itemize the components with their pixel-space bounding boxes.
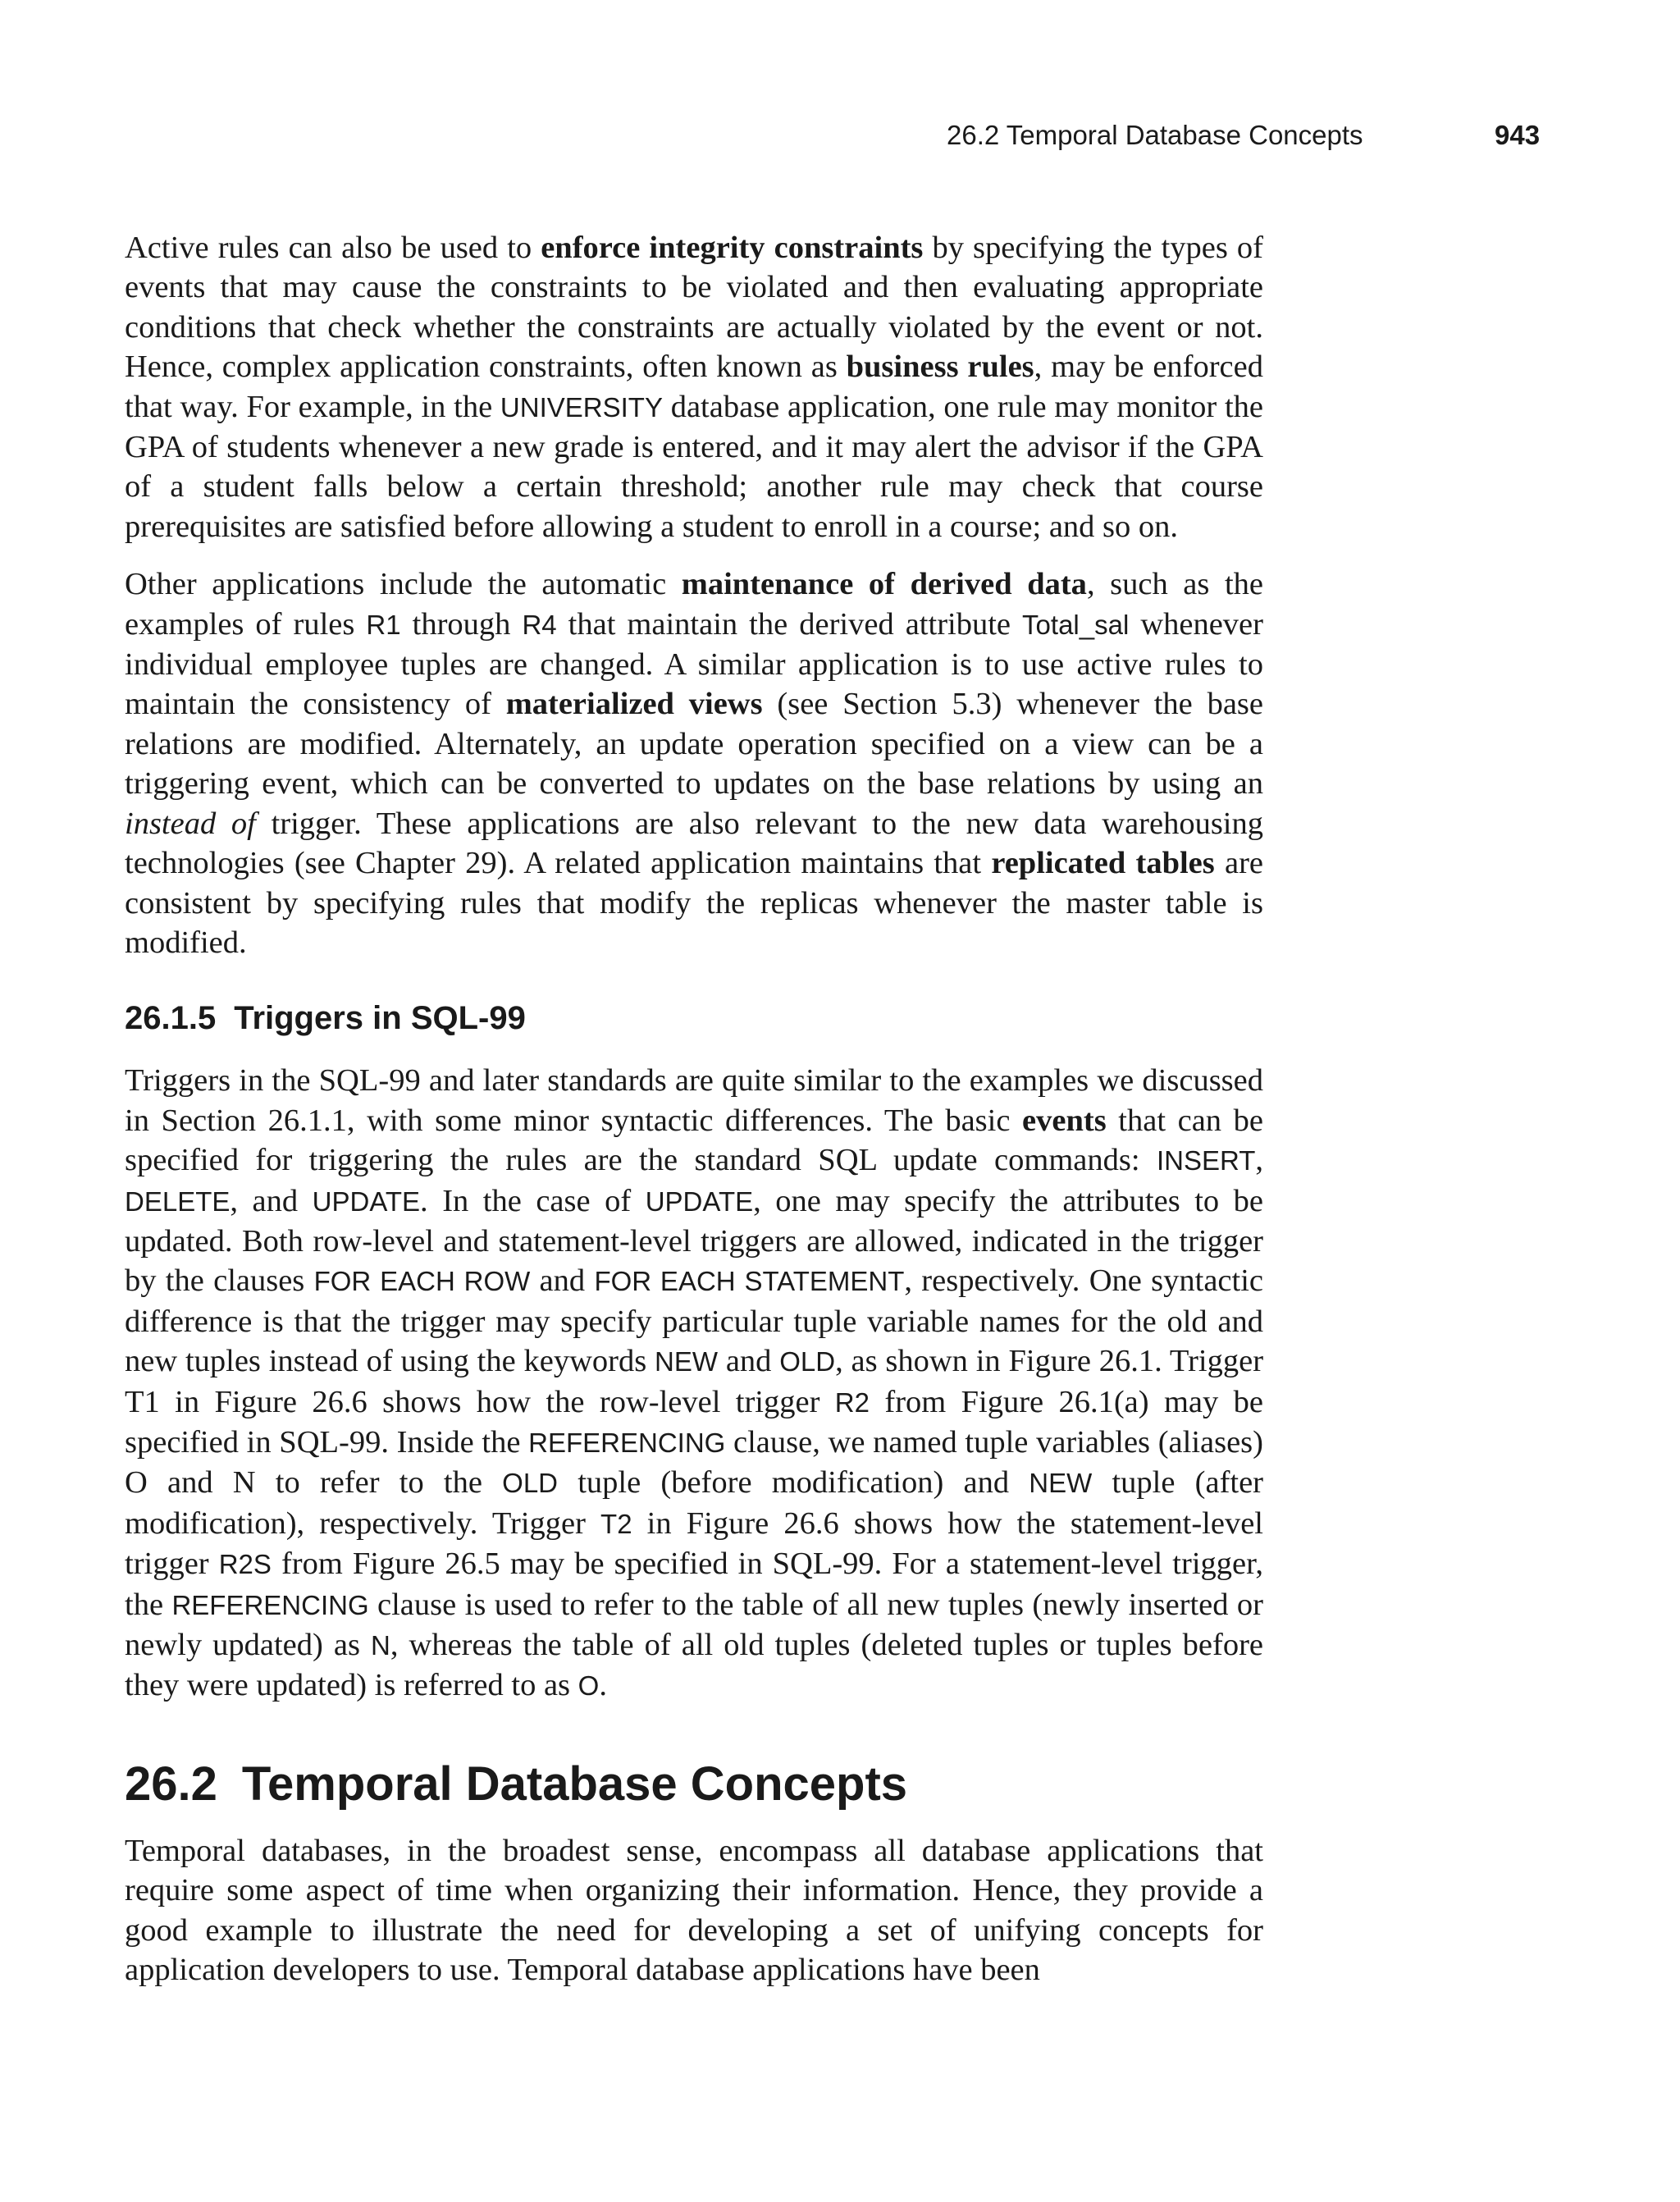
term-replicated-tables: replicated tables	[991, 846, 1215, 881]
text-run: database application, one rule may monitor the GPA of students whenever a new grade is entered, and it may alert the advisor if the GPA of a student falls below a certain threshold; another rule may check that course prerequisites are satisfied before allowing a student to enroll in a course; and so on.	[125, 389, 1263, 544]
text-run: are consistent by specifying rules that modify the replicas whenever the master table is modified.	[125, 846, 1263, 960]
text-run: that can be specified for triggering the rules are the standard SQL update commands:	[125, 1103, 1263, 1178]
code-total-sal: Total_sal	[1022, 609, 1130, 640]
code-referencing: REFERENCING	[528, 1427, 726, 1458]
text-run: by specifying the types of events that may cause the constraints to be violated and then evaluating appropriate conditions that check whether the constraints are actually violated by the event or not. Hence, complex application constraints, often known as	[125, 231, 1263, 385]
text-run: Other applications include the automatic	[125, 567, 682, 602]
text-run: in Figure 26.6 shows how the statement-level trigger	[125, 1505, 1263, 1582]
text-run: and	[718, 1344, 780, 1379]
code-insert: INSERT	[1156, 1145, 1256, 1176]
text-run: clause is used to refer to the table of all new tuples (newly inserted or newly updated) as	[125, 1587, 1263, 1662]
text-run: ,	[1255, 1143, 1263, 1178]
paragraph-derived-data	[125, 564, 1263, 962]
code-o: O	[578, 1670, 600, 1702]
paragraph-integrity-constraints	[125, 228, 1263, 546]
text-run: from Figure 26.5 may be specified in SQL-99. For a statement-level trigger, the	[125, 1546, 1264, 1622]
term-materialized-views: materialized views	[505, 687, 763, 722]
code-university: UNIVERSITY	[500, 391, 663, 423]
subsection-heading	[125, 997, 1263, 1039]
text-run: tuple (before modification) and	[558, 1465, 1029, 1501]
code-update: UPDATE	[645, 1186, 754, 1217]
text-run: Active rules can also be used to	[125, 231, 541, 265]
text-run: , and	[230, 1183, 313, 1218]
text-run: , respectively. One syntactic difference is that the trigger may specify particular tuple variable names for the old and new tuples instead of using the keywords	[125, 1263, 1263, 1379]
page-number: 943	[1495, 120, 1541, 150]
code-old: OLD	[779, 1346, 836, 1377]
term-instead-of: instead of	[125, 806, 256, 841]
text-run: whenever individual employee tuples are changed. A similar application is to use active rules to maintain the consistency of	[125, 606, 1263, 722]
section-heading	[125, 1756, 1263, 1813]
code-new: NEW	[1029, 1468, 1093, 1499]
code-new: NEW	[655, 1346, 719, 1377]
term-events: events	[1022, 1103, 1107, 1138]
text-run: , whereas the table of all old tuples (deleted tuples or tuples before they were updated) is referred to as	[125, 1628, 1264, 1703]
paragraph-triggers-sql99	[125, 1061, 1263, 1706]
code-delete: DELETE	[125, 1186, 231, 1217]
code-referencing: REFERENCING	[171, 1589, 369, 1620]
term-enforce-integrity-constraints: enforce integrity constraints	[541, 231, 924, 265]
text-run: from Figure 26.1(a) may be specified in SQL-99. Inside the	[125, 1384, 1263, 1460]
code-update: UPDATE	[312, 1186, 421, 1217]
term-maintenance-of-derived-data: maintenance of derived data	[681, 567, 1087, 602]
text-run: and	[530, 1263, 595, 1299]
subsection-number: 26.1.5	[125, 1000, 217, 1037]
section-title: Temporal Database Concepts	[241, 1757, 908, 1811]
text-run: clause, we named tuple variables (aliases) O and N to refer to the	[125, 1424, 1263, 1501]
code-r1: R1	[366, 609, 401, 640]
code-n: N	[371, 1630, 390, 1661]
text-run: , as shown in Figure 26.1. Trigger T1 in Figure 26.6 shows how the row-level trigger	[125, 1344, 1264, 1419]
text-run: , one may specify the attributes to be updated. Both row-level and statement-level triggers are allowed, indicated in the trigger by the clauses	[125, 1183, 1264, 1299]
code-r2: R2	[834, 1387, 870, 1418]
text-run: tuple (after modification), respectively. Trigger	[125, 1465, 1263, 1541]
text-run: . In the case of	[420, 1183, 646, 1218]
code-r2s: R2S	[218, 1549, 272, 1580]
subsection-title: Triggers in SQL-99	[234, 1000, 526, 1037]
code-r4: R4	[522, 609, 557, 640]
text-run: , such as the examples of rules	[125, 567, 1263, 642]
text-run: Triggers in the SQL-99 and later standards are quite similar to the examples we discussed in Section 26.1.1, with some minor syntactic differences. The basic	[125, 1063, 1263, 1138]
running-head	[0, 120, 1680, 158]
section-number: 26.2	[125, 1757, 217, 1811]
text-run: (see Section 5.3) whenever the base relations are modified. Alternately, an update operation specified on a view can be a triggering event, which can be converted to updates on the base relations by using an	[125, 687, 1263, 802]
code-old: OLD	[502, 1468, 559, 1499]
page-body	[125, 228, 1263, 2008]
text-run: .	[599, 1668, 607, 1703]
code-t2: T2	[600, 1508, 632, 1539]
code-for-each-statement: FOR EACH STATEMENT	[594, 1266, 905, 1297]
text-run: , may be enforced that way. For example, in the	[125, 349, 1263, 424]
text-run: trigger. These applications are also relevant to the new data warehousing technologies (see Chapter 29). A related application maintains that	[125, 806, 1263, 881]
text-run: through	[400, 606, 523, 642]
code-for-each-row: FOR EACH ROW	[313, 1266, 531, 1297]
text-run: that maintain the derived attribute	[556, 606, 1023, 642]
term-business-rules: business rules	[846, 349, 1034, 385]
running-head-section-title: 26.2 Temporal Database Concepts	[947, 120, 1363, 150]
text-run: Temporal databases, in the broadest sense, encompass all database applications that require some aspect of time when organizing their information. Hence, they provide a good example to illustrate the need for developing a set of unifying concepts for application developers to use. Temporal database applications have been	[125, 1833, 1263, 1988]
paragraph-temporal-intro	[125, 1831, 1263, 1990]
